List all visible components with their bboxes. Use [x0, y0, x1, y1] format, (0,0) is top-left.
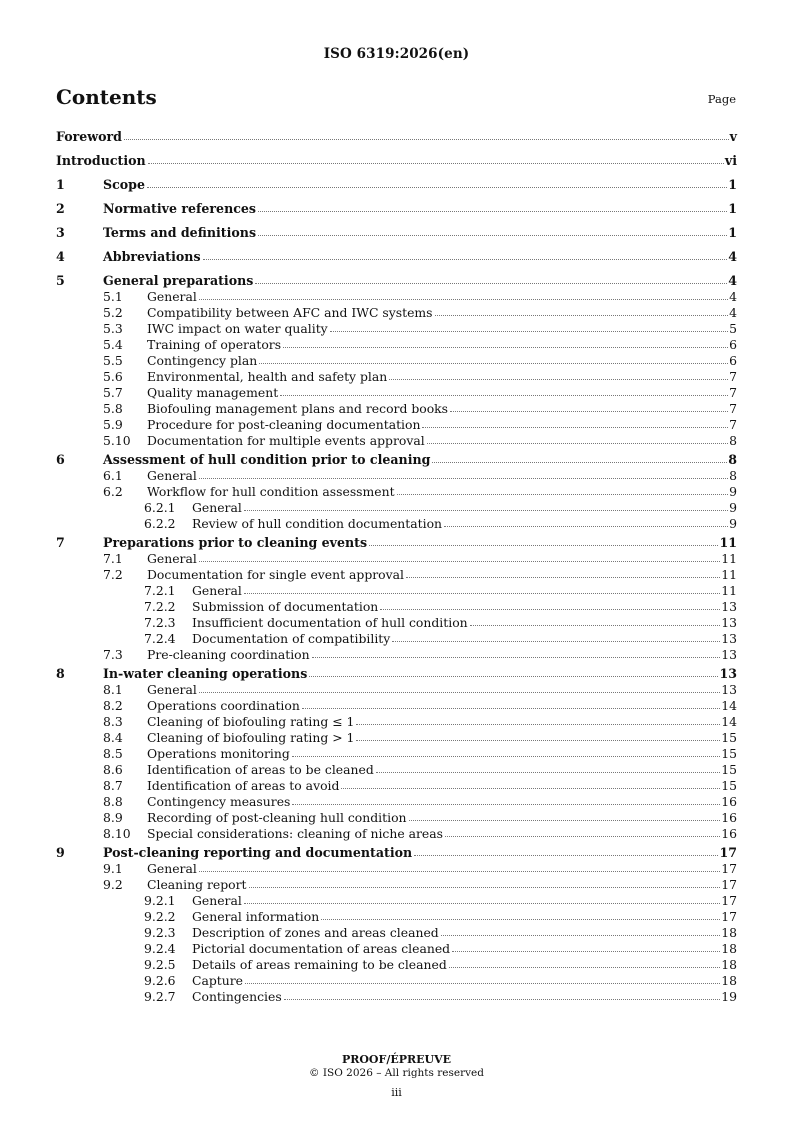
toc-entry-title: General: [147, 468, 197, 483]
dot-leader: [312, 656, 721, 658]
toc-entry-page: 13: [721, 682, 737, 697]
toc-entry-title: Special considerations: cleaning of niche areas: [147, 826, 443, 841]
toc-entry-number: 9.2.4: [144, 941, 176, 956]
toc-entry-number: 8: [56, 666, 65, 681]
dot-leader: [258, 234, 727, 236]
toc-entry-page: 11: [721, 567, 737, 582]
proof-stamp: PROOF/ÉPREUVE: [341, 1053, 452, 1066]
toc-entry-page: 17: [721, 861, 737, 876]
dot-leader: [330, 330, 728, 332]
toc-entry-page: 17: [719, 845, 737, 860]
toc-entry-title: Description of zones and areas cleaned: [192, 925, 439, 940]
toc-entry-number: 8.1: [103, 682, 123, 697]
toc-entry[interactable]: [144, 959, 737, 971]
dot-leader: [199, 870, 720, 872]
dot-leader: [199, 691, 720, 693]
toc-entry-title: General: [192, 583, 242, 598]
toc-entry-title: Documentation for multiple events approval: [147, 433, 425, 448]
toc-entry[interactable]: [103, 812, 737, 824]
toc-entry[interactable]: [103, 649, 737, 661]
toc-entry-number: 1: [56, 177, 65, 192]
toc-entry-page: 1: [728, 177, 737, 192]
toc-entry[interactable]: [56, 275, 737, 288]
toc-entry[interactable]: [144, 991, 737, 1003]
toc-entry-number: 6.2.1: [144, 500, 176, 515]
toc-entry-number: 5.5: [103, 353, 123, 368]
toc-entry-number: 8.3: [103, 714, 123, 729]
toc-entry-title: Introduction: [56, 153, 146, 168]
toc-entry[interactable]: [103, 486, 737, 498]
toc-entry-number: 5.9: [103, 417, 123, 432]
toc-entry-number: 8.2: [103, 698, 123, 713]
toc-entry[interactable]: [103, 780, 737, 792]
dot-leader: [280, 394, 728, 396]
toc-entry-title: Operations coordination: [147, 698, 300, 713]
toc-entry-title: Identification of areas to avoid: [147, 778, 340, 793]
toc-entry[interactable]: [103, 470, 737, 482]
toc-entry-number: 9.2.5: [144, 957, 176, 972]
toc-entry[interactable]: [103, 323, 737, 335]
toc-entry-page: 8: [728, 452, 737, 467]
toc-entry-page: 14: [721, 698, 737, 713]
toc-entry-number: 5: [56, 273, 65, 288]
dot-leader: [356, 739, 720, 741]
toc-entry-number: 7.2.2: [144, 599, 176, 614]
toc-entry-number: 7.1: [103, 551, 123, 566]
toc-entry-page: 4: [729, 305, 737, 320]
toc-entry[interactable]: [103, 828, 737, 840]
toc-entry-page: 13: [721, 631, 737, 646]
toc-entry-page: 16: [721, 810, 737, 825]
page-number: iii: [391, 1086, 402, 1099]
toc-entry[interactable]: [103, 748, 737, 760]
toc-entry-title: Contingency plan: [147, 353, 258, 368]
toc-entry[interactable]: [144, 585, 737, 597]
page-column-label: Page: [707, 92, 736, 106]
toc-entry-title: General information: [192, 909, 320, 924]
toc-entry-page: 1: [728, 201, 737, 216]
toc-entry-title: Details of areas remaining to be cleaned: [192, 957, 447, 972]
toc-entry-page: 13: [721, 647, 737, 662]
toc-entry[interactable]: [103, 879, 737, 891]
toc-entry-title: Contingencies: [192, 989, 282, 1004]
toc-entry-title: General preparations: [103, 273, 254, 288]
dot-leader: [356, 723, 720, 725]
toc-entry-title: Insufficient documentation of hull condition: [192, 615, 468, 630]
toc-entry-page: 15: [721, 778, 737, 793]
toc-entry[interactable]: [103, 387, 737, 399]
toc-entry-number: 8.7: [103, 778, 123, 793]
dot-leader: [199, 298, 728, 300]
toc-entry-number: 6.2.2: [144, 516, 176, 531]
toc-entry-title: Normative references: [103, 201, 257, 216]
toc-entry-title: Workflow for hull condition assessment: [147, 484, 395, 499]
toc-entry-page: 5: [729, 321, 737, 336]
toc-entry-number: 7.3: [103, 647, 123, 662]
toc-entry-page: 9: [729, 516, 737, 531]
toc-entry[interactable]: [144, 617, 737, 629]
toc-entry[interactable]: [103, 291, 737, 303]
toc-entry[interactable]: [103, 307, 737, 319]
dot-leader: [203, 258, 728, 260]
dot-leader: [445, 835, 720, 837]
toc-entry-title: Operations monitoring: [147, 746, 290, 761]
dot-leader: [422, 426, 728, 428]
toc-entry-number: 7.2: [103, 567, 123, 582]
dot-leader: [321, 918, 720, 920]
toc-entry[interactable]: [103, 684, 737, 696]
toc-entry[interactable]: [144, 927, 737, 939]
toc-entry-title: Abbreviations: [103, 249, 201, 264]
toc-entry[interactable]: [103, 403, 737, 415]
toc-entry-page: 7: [729, 369, 737, 384]
toc-entry-page: 15: [721, 730, 737, 745]
toc-entry[interactable]: [144, 943, 737, 955]
dot-leader: [244, 592, 720, 594]
toc-entry-page: 13: [721, 599, 737, 614]
dot-leader: [284, 998, 721, 1000]
toc-entry[interactable]: [144, 911, 737, 923]
toc-entry-page: 9: [729, 484, 737, 499]
dot-leader: [341, 787, 720, 789]
toc-entry[interactable]: [56, 537, 737, 550]
toc-entry-page: 18: [721, 925, 737, 940]
toc-entry-page: 17: [721, 909, 737, 924]
toc-entry-title: Capture: [192, 973, 244, 988]
dot-leader: [148, 162, 724, 164]
toc-entry-page: 14: [721, 714, 737, 729]
toc-entry-number: 9.2.6: [144, 973, 176, 988]
toc-entry-number: 5.2: [103, 305, 123, 320]
toc-entry-page: 4: [728, 273, 737, 288]
toc-entry-number: 8.9: [103, 810, 123, 825]
toc-entry-page: 9: [729, 500, 737, 515]
toc-entry-title: Compatibility between AFC and IWC systems: [147, 305, 433, 320]
toc-entry[interactable]: [56, 131, 737, 144]
toc-entry[interactable]: [103, 764, 737, 776]
toc-entry-page: 6: [729, 337, 737, 352]
toc-entry-page: vi: [724, 153, 737, 168]
dot-leader: [369, 544, 718, 546]
toc-entry-title: Post-cleaning reporting and documentation: [103, 845, 413, 860]
toc-entry-number: 8.6: [103, 762, 123, 777]
toc-entry[interactable]: [56, 847, 737, 860]
toc-entry-number: 3: [56, 225, 65, 240]
toc-entry[interactable]: [144, 518, 737, 530]
toc-entry-number: 5.8: [103, 401, 123, 416]
toc-entry-number: 7.2.1: [144, 583, 176, 598]
toc-entry-page: 19: [721, 989, 737, 1004]
toc-entry[interactable]: [144, 975, 737, 987]
toc-entry-title: Preparations prior to cleaning events: [103, 535, 368, 550]
toc-entry-page: 4: [728, 249, 737, 264]
toc-entry-page: 7: [729, 417, 737, 432]
toc-entry-number: 6.2: [103, 484, 123, 499]
dot-leader: [380, 608, 720, 610]
toc-entry-number: 7.2.4: [144, 631, 176, 646]
dot-leader: [444, 525, 728, 527]
toc-entry-title: General: [147, 682, 197, 697]
toc-entry[interactable]: [103, 716, 737, 728]
dot-leader: [283, 346, 728, 348]
dot-leader: [244, 902, 720, 904]
dot-leader: [392, 640, 720, 642]
toc-entry-title: Documentation for single event approval: [147, 567, 404, 582]
toc-entry[interactable]: [103, 339, 737, 351]
toc-entry-page: 18: [721, 957, 737, 972]
toc-entry[interactable]: [103, 435, 737, 447]
dot-leader: [302, 707, 720, 709]
toc-entry-page: 15: [721, 746, 737, 761]
dot-leader: [414, 854, 718, 856]
toc-entry[interactable]: [144, 633, 737, 645]
toc-entry[interactable]: [103, 371, 737, 383]
toc-entry-page: 16: [721, 826, 737, 841]
toc-entry-number: 7.2.3: [144, 615, 176, 630]
toc-entry-title: IWC impact on water quality: [147, 321, 328, 336]
toc-entry[interactable]: [56, 251, 737, 264]
dot-leader: [452, 950, 720, 952]
toc-entry-number: 5.1: [103, 289, 123, 304]
toc-entry-title: Recording of post-cleaning hull condition: [147, 810, 407, 825]
toc-entry-page: 13: [721, 615, 737, 630]
toc-entry-number: 2: [56, 201, 65, 216]
dot-leader: [199, 560, 720, 562]
toc-entry-title: Pre-cleaning coordination: [147, 647, 310, 662]
toc-entry-number: 5.7: [103, 385, 123, 400]
toc-entry-page: 11: [719, 535, 737, 550]
toc-entry-title: Terms and definitions: [103, 225, 257, 240]
toc-entry[interactable]: [103, 419, 737, 431]
copyright-notice: © ISO 2026 – All rights reserved: [309, 1067, 484, 1079]
dot-leader: [259, 362, 728, 364]
toc-entry-title: Biofouling management plans and record books: [147, 401, 449, 416]
dot-leader: [409, 819, 721, 821]
dot-leader: [397, 493, 729, 495]
toc-entry-page: 11: [721, 583, 737, 598]
page-title: Contents: [56, 85, 157, 109]
dot-leader: [432, 461, 727, 463]
toc-entry-number: 9.1: [103, 861, 123, 876]
toc-entry-number: 7: [56, 535, 65, 550]
toc-entry-page: 7: [729, 401, 737, 416]
toc-entry[interactable]: [103, 355, 737, 367]
toc-entry-number: 4: [56, 249, 65, 264]
toc-entry-page: 16: [721, 794, 737, 809]
toc-entry-number: 9.2.1: [144, 893, 176, 908]
toc-entry-title: General: [147, 861, 197, 876]
dot-leader: [199, 477, 728, 479]
toc-entry[interactable]: [103, 863, 737, 875]
toc-entry[interactable]: [56, 203, 737, 216]
dot-leader: [389, 378, 728, 380]
dot-leader: [435, 314, 729, 316]
dot-leader: [470, 624, 721, 626]
toc-entry-number: 5.4: [103, 337, 123, 352]
toc-entry-number: 9.2.7: [144, 989, 176, 1004]
toc-entry-title: Quality management: [147, 385, 279, 400]
toc-entry[interactable]: [103, 732, 737, 744]
toc-entry-title: Pictorial documentation of areas cleaned: [192, 941, 451, 956]
toc-entry-title: Cleaning of biofouling rating ≤ 1: [147, 714, 355, 729]
dot-leader: [450, 410, 728, 412]
toc-entry[interactable]: [103, 553, 737, 565]
dot-leader: [249, 886, 721, 888]
toc-entry[interactable]: [56, 227, 737, 240]
toc-entry-title: General: [192, 893, 242, 908]
dot-leader: [441, 934, 721, 936]
toc-entry-title: In-water cleaning operations: [103, 666, 308, 681]
toc-entry-page: 8: [729, 433, 737, 448]
toc-entry-number: 8.10: [103, 826, 131, 841]
toc-entry-title: General: [147, 551, 197, 566]
toc-entry[interactable]: [56, 454, 737, 467]
dot-leader: [376, 771, 720, 773]
toc-entry-number: 5.6: [103, 369, 123, 384]
toc-entry-title: Documentation of compatibility: [192, 631, 391, 646]
toc-entry[interactable]: [144, 895, 737, 907]
toc-entry-page: 4: [729, 289, 737, 304]
toc-entry-page: 13: [719, 666, 737, 681]
toc-entry-page: v: [729, 129, 737, 144]
toc-entry-title: Foreword: [56, 129, 122, 144]
toc-entry[interactable]: [56, 668, 737, 681]
toc-entry-number: 6: [56, 452, 65, 467]
toc-entry-number: 8.8: [103, 794, 123, 809]
toc-entry-page: 18: [721, 973, 737, 988]
toc-entry-title: Identification of areas to be cleaned: [147, 762, 374, 777]
toc-entry-number: 9.2: [103, 877, 123, 892]
toc-entry-page: 18: [721, 941, 737, 956]
toc-entry-title: Cleaning of biofouling rating > 1: [147, 730, 355, 745]
toc-entry-title: General: [192, 500, 242, 515]
toc-entry-title: General: [147, 289, 197, 304]
toc-entry[interactable]: [56, 155, 737, 168]
toc-entry-number: 8.5: [103, 746, 123, 761]
toc-entry-page: 11: [721, 551, 737, 566]
dot-leader: [309, 675, 718, 677]
toc-entry-number: 9.2.2: [144, 909, 176, 924]
toc-entry-number: 5.10: [103, 433, 131, 448]
toc-entry-page: 8: [729, 468, 737, 483]
toc-entry-title: Cleaning report: [147, 877, 247, 892]
dot-leader: [427, 442, 728, 444]
toc-entry-page: 1: [728, 225, 737, 240]
toc-entry-page: 6: [729, 353, 737, 368]
toc-entry[interactable]: [103, 796, 737, 808]
toc-entry-number: 9: [56, 845, 65, 860]
dot-leader: [244, 509, 728, 511]
toc-entry[interactable]: [144, 601, 737, 613]
toc-entry-page: 7: [729, 385, 737, 400]
dot-leader: [449, 966, 720, 968]
dot-leader: [258, 210, 727, 212]
toc-entry[interactable]: [144, 502, 737, 514]
dot-leader: [292, 803, 720, 805]
toc-entry-number: 6.1: [103, 468, 123, 483]
toc-entry-page: 17: [721, 893, 737, 908]
toc-entry-page: 15: [721, 762, 737, 777]
toc-entry-title: Procedure for post-cleaning documentation: [147, 417, 421, 432]
dot-leader: [406, 576, 720, 578]
toc-entry-number: 5.3: [103, 321, 123, 336]
dot-leader: [292, 755, 720, 757]
dot-leader: [124, 138, 729, 140]
toc-entry-title: Scope: [103, 177, 145, 192]
toc-entry-title: Training of operators: [147, 337, 282, 352]
toc-entry[interactable]: [103, 569, 737, 581]
dot-leader: [245, 982, 720, 984]
toc-entry-number: 9.2.3: [144, 925, 176, 940]
toc-entry-title: Submission of documentation: [192, 599, 379, 614]
toc-entry-title: Assessment of hull condition prior to cleaning: [103, 452, 431, 467]
dot-leader: [147, 186, 727, 188]
toc-entry[interactable]: [103, 700, 737, 712]
toc-entry[interactable]: [56, 179, 737, 192]
toc-entry-number: 8.4: [103, 730, 123, 745]
toc-entry-title: Environmental, health and safety plan: [147, 369, 388, 384]
toc-entry-title: Contingency measures: [147, 794, 291, 809]
toc-entry-page: 17: [721, 877, 737, 892]
document-code: ISO 6319:2026(en): [323, 46, 470, 62]
toc-entry-title: Review of hull condition documentation: [192, 516, 443, 531]
dot-leader: [255, 282, 727, 284]
